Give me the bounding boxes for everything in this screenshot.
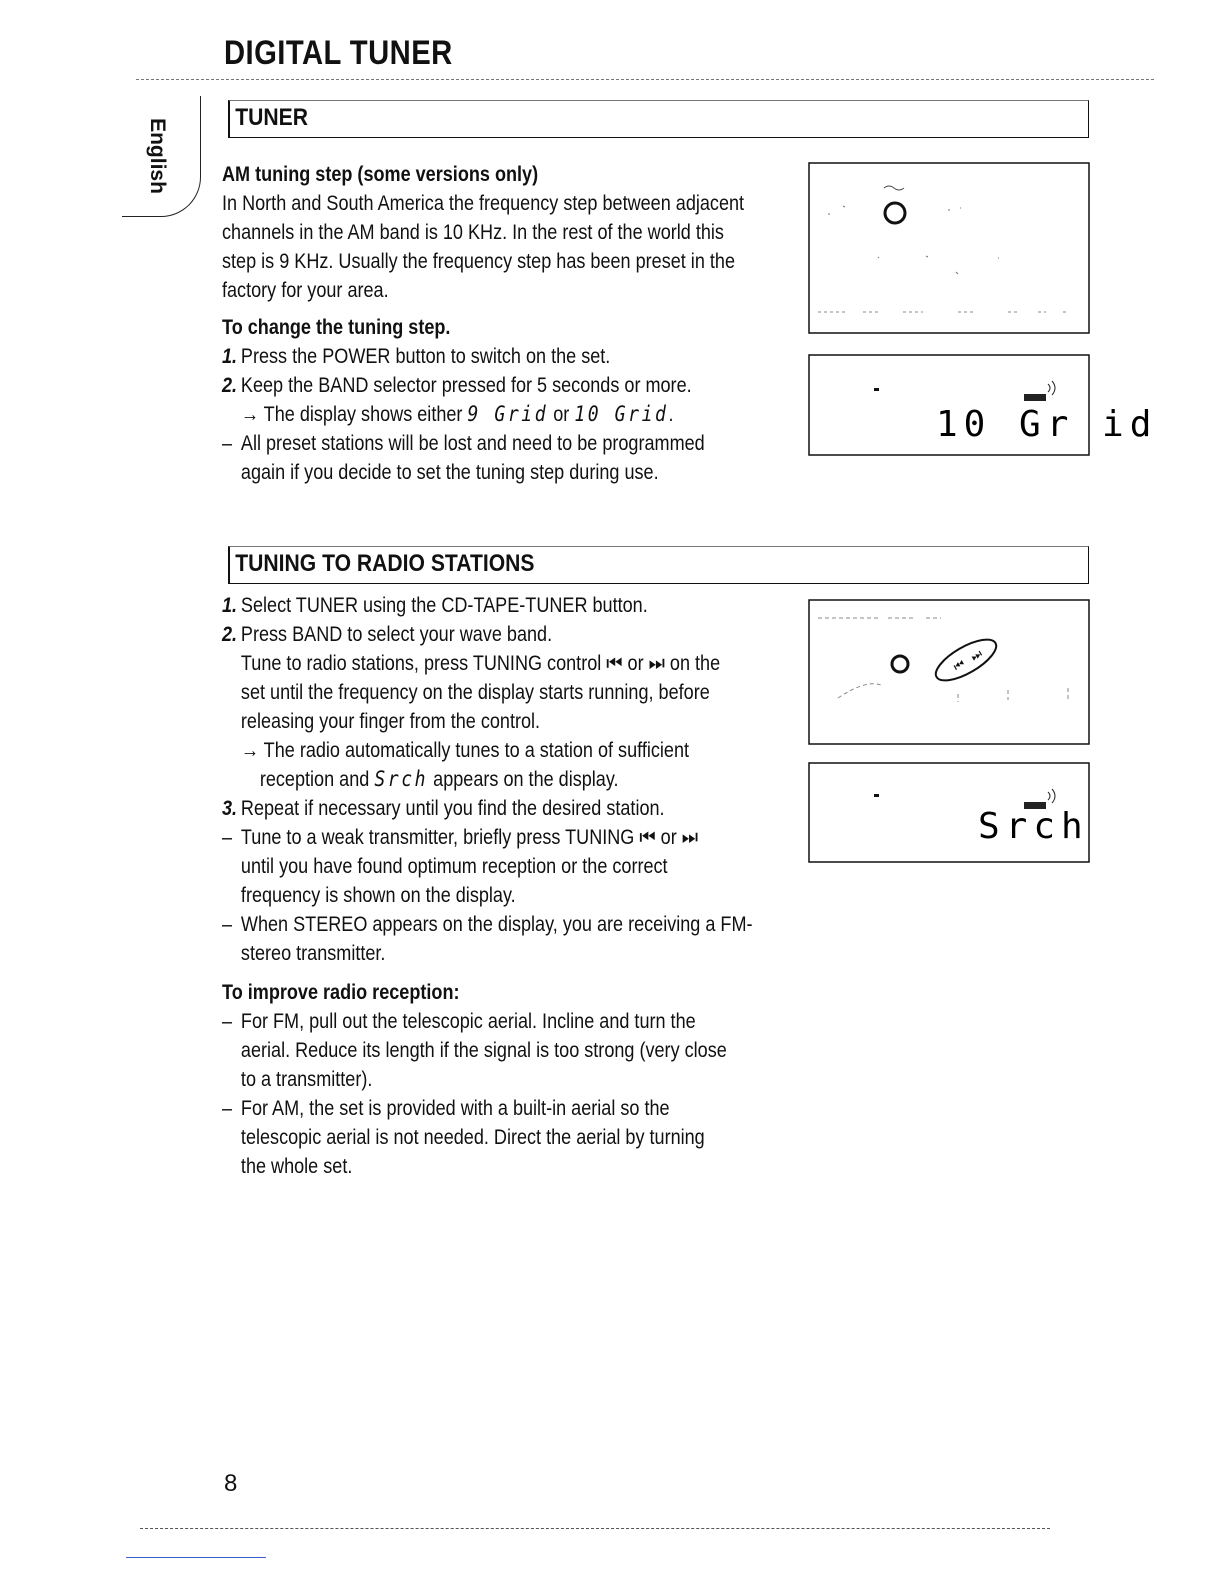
am-reception-note: telescopic aerial is not needed. Direct the aerial by turning — [240, 1126, 705, 1149]
display-indicator-icon — [874, 794, 879, 797]
language-tab-label: English — [146, 118, 169, 194]
am-step-title: AM tuning step (some versions only) — [222, 163, 539, 186]
display-indicator-icon — [874, 388, 879, 391]
grid-10-code: 10 Grid — [574, 402, 669, 426]
tuning-step-2: 2. Press BAND to select your wave band. — [222, 623, 553, 646]
change-step-result: → The display shows either 9 Grid or 10 Grid. — [240, 402, 674, 426]
auto-tune-result-2: reception and Srch appears on the display. — [259, 767, 619, 791]
tuning-step-1: 1. Select TUNER using the CD-TAPE-TUNER button. — [222, 594, 648, 617]
change-note: – All preset stations will be lost and need to be programmed — [222, 432, 705, 455]
tuning-step-2-detail: releasing your finger from the control. — [240, 710, 541, 733]
tuner-display-grid — [808, 354, 1158, 458]
footer-mark — [126, 1557, 266, 1558]
fm-reception-note: aerial. Reduce its length if the signal is too strong (very close — [240, 1039, 727, 1062]
tuning-step-2-detail: set until the frequency on the display starts running, before — [240, 681, 710, 704]
stereo-indicator-icon — [1024, 394, 1046, 401]
fm-reception-note: to a transmitter). — [240, 1068, 373, 1091]
arrow-icon: → — [240, 739, 259, 762]
weak-transmitter-note: frequency is shown on the display. — [240, 884, 516, 907]
weak-transmitter-note: – Tune to a weak transmitter, briefly press TUNING ⏮ or ⏭ — [222, 826, 698, 849]
change-step-title: To change the tuning step. — [222, 316, 451, 339]
footer-divider — [140, 1528, 1050, 1529]
section-heading-tuner-label: TUNER — [235, 104, 309, 131]
tuner-display-search — [808, 762, 1092, 866]
tuning-step-3: 3. Repeat if necessary until you find the desired station. — [222, 797, 665, 820]
fm-reception-note: – For FM, pull out the telescopic aerial. Incline and turn the — [222, 1010, 696, 1033]
stereo-note: stereo transmitter. — [240, 942, 386, 965]
section-heading-tuning — [228, 546, 1089, 584]
am-reception-note: – For AM, the set is provided with a built-in aerial so the — [222, 1097, 670, 1120]
arrow-icon: → — [240, 403, 259, 426]
display-readout: 10 Gr id — [936, 404, 1158, 445]
tuning-step-2-detail: Tune to radio stations, press TUNING control ⏮ or ⏭ on the — [240, 652, 721, 675]
page-title: DIGITAL TUNER — [224, 34, 453, 72]
section-heading-tuning-label: TUNING TO RADIO STATIONS — [235, 550, 535, 577]
device-frame — [809, 163, 1089, 333]
device-illustration-tuning — [808, 598, 1092, 748]
section-heading-tuner — [228, 100, 1089, 138]
svg-text:⏮: ⏮ — [950, 656, 968, 674]
change-step-1: 1. Press the POWER button to switch on the set. — [222, 345, 611, 368]
device-illustration-top — [808, 162, 1092, 336]
grid-9-code: 9 Grid — [467, 402, 549, 426]
search-code: Srch — [374, 767, 429, 791]
auto-tune-result: → The radio automatically tunes to a station of sufficient — [240, 739, 690, 762]
change-step-2: 2. Keep the BAND selector pressed for 5 seconds or more. — [222, 374, 692, 397]
change-note: again if you decide to set the tuning step during use. — [240, 461, 659, 484]
tuner-text-column — [222, 160, 797, 487]
header-divider — [136, 79, 1154, 80]
am-step-line: In North and South America the frequency step between adjacent — [222, 192, 745, 215]
svg-text:⏭: ⏭ — [968, 646, 985, 664]
reception-title: To improve radio reception: — [222, 981, 460, 1004]
am-step-line: channels in the AM band is 10 KHz. In the rest of the world this — [222, 221, 724, 244]
display-readout: Srch — [978, 806, 1089, 847]
am-reception-note: the whole set. — [240, 1155, 353, 1178]
am-step-line: factory for your area. — [222, 279, 389, 302]
page-number: 8 — [224, 1470, 238, 1497]
am-step-line: step is 9 KHz. Usually the frequency step has been preset in the — [222, 250, 736, 273]
weak-transmitter-note: until you have found optimum reception or the correct — [240, 855, 668, 878]
stereo-note: – When STEREO appears on the display, you are receiving a FM- — [222, 913, 753, 936]
tuning-text-column — [222, 591, 797, 1181]
